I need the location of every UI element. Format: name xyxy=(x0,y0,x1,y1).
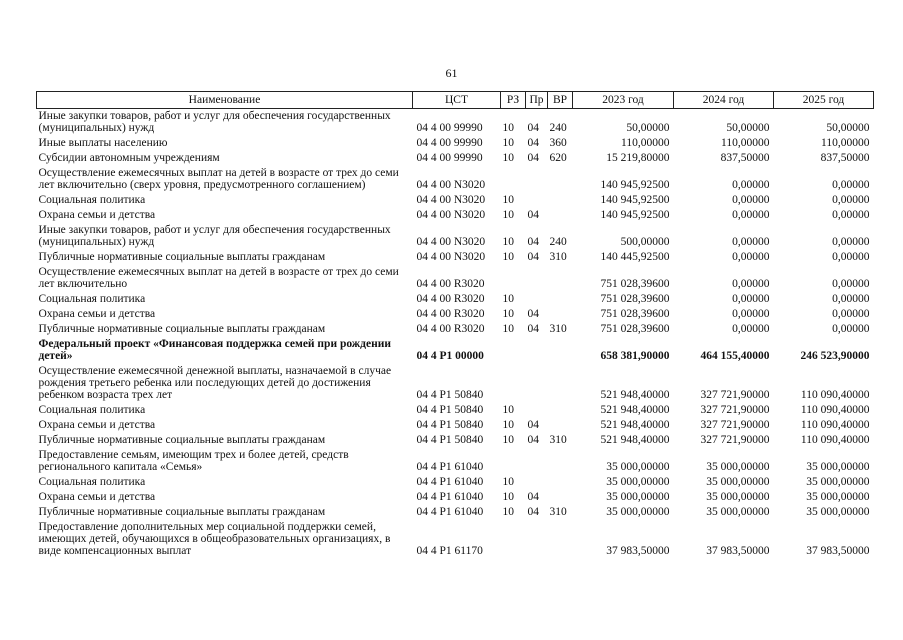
row-name: Социальная политика xyxy=(38,404,146,416)
row-name: Осуществление ежемесячных выплат на детей в возрасте от трех до семи лет включительно (сверх уровня, предусмотренного соглашением) xyxy=(38,167,399,191)
row-pr: 04 xyxy=(527,122,539,134)
row-vr xyxy=(548,208,573,223)
row-cst: 04 4 00 N3020 xyxy=(416,209,486,221)
row-2023: 110,00000 xyxy=(621,137,670,149)
row-2023: 140 445,92500 xyxy=(600,251,670,263)
row-vr xyxy=(548,292,573,307)
row-2024: 35 000,00000 xyxy=(706,461,770,473)
row-cst: 04 4 00 N3020 xyxy=(416,179,486,191)
row-2025: 110,00000 xyxy=(821,137,870,149)
table-row xyxy=(37,307,874,322)
row-rz xyxy=(501,265,526,292)
row-name: Социальная политика xyxy=(38,476,146,488)
row-pr: 04 xyxy=(527,419,539,431)
row-2024: 327 721,90000 xyxy=(700,434,770,446)
row-2024: 0,00000 xyxy=(732,209,770,221)
row-2025: 0,00000 xyxy=(832,308,870,320)
row-rz xyxy=(501,520,526,559)
table-row xyxy=(37,250,874,265)
row-pr xyxy=(526,193,548,208)
row-name: Иные закупки товаров, работ и услуг для обеспечения государственных (муниципальных) нужд xyxy=(38,224,391,248)
row-pr xyxy=(526,448,548,475)
table-header xyxy=(37,92,874,109)
table-row xyxy=(37,322,874,337)
row-2025: 0,00000 xyxy=(832,179,870,191)
row-cst: 04 4 00 99990 xyxy=(416,122,483,134)
table-row xyxy=(37,490,874,505)
row-vr: 310 xyxy=(549,251,567,263)
row-rz: 10 xyxy=(502,434,514,446)
row-rz: 10 xyxy=(502,323,514,335)
row-rz: 10 xyxy=(502,194,514,206)
row-2023: 521 948,40000 xyxy=(600,419,670,431)
row-2024: 37 983,50000 xyxy=(706,545,770,557)
row-name: Предоставление семьям, имеющим трех и более детей, средств регионального капитала «Семья» xyxy=(38,449,349,473)
row-2024: 35 000,00000 xyxy=(706,506,770,518)
row-name: Охрана семьи и детства xyxy=(38,308,156,320)
row-pr: 04 xyxy=(527,209,539,221)
row-2023: 35 000,00000 xyxy=(606,506,670,518)
row-pr: 04 xyxy=(527,491,539,503)
row-cst: 04 4 00 R3020 xyxy=(416,293,485,305)
row-2024: 110,00000 xyxy=(721,137,770,149)
row-2025: 35 000,00000 xyxy=(806,476,870,488)
table-row xyxy=(37,109,874,137)
table-body xyxy=(37,109,874,560)
row-pr: 04 xyxy=(527,323,539,335)
row-pr: 04 xyxy=(527,434,539,446)
row-2024: 327 721,90000 xyxy=(700,389,770,401)
table-row xyxy=(37,448,874,475)
row-2024: 0,00000 xyxy=(732,323,770,335)
row-pr xyxy=(526,520,548,559)
table-row xyxy=(37,193,874,208)
row-2025: 0,00000 xyxy=(832,251,870,263)
table-row xyxy=(37,364,874,403)
row-rz: 10 xyxy=(502,491,514,503)
row-cst: 04 4 00 N3020 xyxy=(416,251,486,263)
row-vr xyxy=(548,418,573,433)
row-2023: 521 948,40000 xyxy=(600,389,670,401)
row-vr xyxy=(548,337,573,364)
row-rz: 10 xyxy=(502,506,514,518)
row-cst: 04 4 P1 61040 xyxy=(416,476,484,488)
row-name: Субсидии автономным учреждениям xyxy=(38,152,220,164)
row-2025: 35 000,00000 xyxy=(806,506,870,518)
row-cst: 04 4 P1 61040 xyxy=(416,491,484,503)
row-rz: 10 xyxy=(502,476,514,488)
row-2025: 0,00000 xyxy=(832,194,870,206)
row-vr xyxy=(548,265,573,292)
row-rz: 10 xyxy=(502,209,514,221)
row-2025: 110 090,40000 xyxy=(800,404,870,416)
row-2025: 35 000,00000 xyxy=(806,461,870,473)
table-row xyxy=(37,403,874,418)
row-cst: 04 4 P1 61170 xyxy=(416,545,483,557)
row-2025: 0,00000 xyxy=(832,236,870,248)
row-pr: 04 xyxy=(527,137,539,149)
row-name: Федеральный проект «Финансовая поддержка семей при рождении детей» xyxy=(38,338,391,362)
row-vr xyxy=(548,490,573,505)
header-cst: ЦСТ xyxy=(413,92,501,109)
header-2023: 2023 год xyxy=(573,92,674,109)
row-2024: 0,00000 xyxy=(732,308,770,320)
row-vr xyxy=(548,166,573,193)
row-name: Социальная политика xyxy=(38,293,146,305)
header-2025: 2025 год xyxy=(774,92,874,109)
row-name: Иные выплаты населению xyxy=(38,137,168,149)
row-2025: 50,00000 xyxy=(826,122,870,134)
row-2023: 50,00000 xyxy=(626,122,670,134)
row-vr: 240 xyxy=(549,236,567,248)
row-2024: 0,00000 xyxy=(732,251,770,263)
row-cst: 04 4 P1 50840 xyxy=(416,434,484,446)
row-2023: 751 028,39600 xyxy=(600,308,670,320)
row-vr xyxy=(548,193,573,208)
row-rz: 10 xyxy=(502,251,514,263)
table-row xyxy=(37,292,874,307)
row-2025: 0,00000 xyxy=(832,323,870,335)
row-2024: 327 721,90000 xyxy=(700,419,770,431)
row-2023: 140 945,92500 xyxy=(600,194,670,206)
row-name: Публичные нормативные социальные выплаты гражданам xyxy=(38,506,326,518)
budget-table xyxy=(36,91,874,559)
row-rz: 10 xyxy=(502,122,514,134)
row-2024: 837,50000 xyxy=(720,152,770,164)
row-rz xyxy=(501,166,526,193)
row-rz xyxy=(501,448,526,475)
row-vr xyxy=(548,520,573,559)
row-2025: 110 090,40000 xyxy=(800,419,870,431)
row-cst: 04 4 P1 00000 xyxy=(416,350,484,362)
row-2024: 464 155,40000 xyxy=(700,350,770,362)
row-name: Охрана семьи и детства xyxy=(38,419,156,431)
row-vr xyxy=(548,448,573,475)
row-2023: 140 945,92500 xyxy=(600,209,670,221)
row-2023: 751 028,39600 xyxy=(600,323,670,335)
row-cst: 04 4 P1 50840 xyxy=(416,419,484,431)
row-vr xyxy=(548,307,573,322)
row-name: Осуществление ежемесячной денежной выплаты, назначаемой в случае рождения третьего ребенка или последующих детей до достижения ребенком возраста трех лет xyxy=(38,365,392,401)
row-rz xyxy=(501,337,526,364)
row-2025: 110 090,40000 xyxy=(800,389,870,401)
row-2024: 0,00000 xyxy=(732,236,770,248)
row-2025: 837,50000 xyxy=(820,152,870,164)
row-cst: 04 4 00 R3020 xyxy=(416,308,485,320)
table-row xyxy=(37,418,874,433)
row-pr xyxy=(526,403,548,418)
row-cst: 04 4 00 R3020 xyxy=(416,323,485,335)
row-name: Осуществление ежемесячных выплат на детей в возрасте от трех до семи лет включительно xyxy=(38,266,399,290)
header-name: Наименование xyxy=(37,92,413,109)
row-2023: 15 219,80000 xyxy=(606,152,670,164)
row-vr xyxy=(548,475,573,490)
table-row xyxy=(37,505,874,520)
row-rz: 10 xyxy=(502,137,514,149)
row-pr: 04 xyxy=(527,506,539,518)
row-pr: 04 xyxy=(527,308,539,320)
row-vr: 360 xyxy=(549,137,567,149)
row-name: Предоставление дополнительных мер социальной поддержки семей, имеющих детей, обучающихся в общеобразовательных организациях, в виде компенсационных выплат xyxy=(38,521,391,557)
row-cst: 04 4 00 99990 xyxy=(416,152,483,164)
row-2023: 751 028,39600 xyxy=(600,293,670,305)
row-2025: 246 523,90000 xyxy=(800,350,870,362)
row-cst: 04 4 00 R3020 xyxy=(416,278,485,290)
table-row xyxy=(37,136,874,151)
row-name: Охрана семьи и детства xyxy=(38,491,156,503)
row-pr xyxy=(526,166,548,193)
row-2023: 751 028,39600 xyxy=(600,278,670,290)
row-pr: 04 xyxy=(527,236,539,248)
row-2024: 327 721,90000 xyxy=(700,404,770,416)
row-pr xyxy=(526,265,548,292)
row-2025: 0,00000 xyxy=(832,209,870,221)
row-2023: 35 000,00000 xyxy=(606,491,670,503)
table-row xyxy=(37,151,874,166)
row-pr xyxy=(526,364,548,403)
row-rz: 10 xyxy=(502,293,514,305)
row-vr xyxy=(548,364,573,403)
row-2023: 35 000,00000 xyxy=(606,461,670,473)
row-2024: 0,00000 xyxy=(732,179,770,191)
table-row xyxy=(37,208,874,223)
row-cst: 04 4 P1 50840 xyxy=(416,404,484,416)
row-2023: 140 945,92500 xyxy=(600,179,670,191)
row-name: Публичные нормативные социальные выплаты гражданам xyxy=(38,434,326,446)
row-cst: 04 4 00 N3020 xyxy=(416,194,486,206)
row-vr: 310 xyxy=(549,506,567,518)
header-pr: Пр xyxy=(526,92,548,109)
row-vr: 310 xyxy=(549,434,567,446)
page-number: 61 xyxy=(445,66,458,80)
row-cst: 04 4 P1 50840 xyxy=(416,389,484,401)
row-rz: 10 xyxy=(502,419,514,431)
row-2024: 0,00000 xyxy=(732,293,770,305)
row-vr: 620 xyxy=(549,152,567,164)
row-2023: 521 948,40000 xyxy=(600,404,670,416)
row-2025: 0,00000 xyxy=(832,293,870,305)
row-2025: 110 090,40000 xyxy=(800,434,870,446)
row-2024: 35 000,00000 xyxy=(706,491,770,503)
row-2025: 0,00000 xyxy=(832,278,870,290)
row-2024: 35 000,00000 xyxy=(706,476,770,488)
row-rz: 10 xyxy=(502,404,514,416)
table-row xyxy=(37,265,874,292)
row-2024: 0,00000 xyxy=(732,194,770,206)
table-row xyxy=(37,337,874,364)
header-2024: 2024 год xyxy=(674,92,774,109)
row-2023: 658 381,90000 xyxy=(600,350,670,362)
row-vr xyxy=(548,403,573,418)
row-rz: 10 xyxy=(502,236,514,248)
row-cst: 04 4 P1 61040 xyxy=(416,506,484,518)
row-2023: 500,00000 xyxy=(620,236,670,248)
header-rz: РЗ xyxy=(501,92,526,109)
table-row xyxy=(37,475,874,490)
row-name: Иные закупки товаров, работ и услуг для обеспечения государственных (муниципальных) нужд xyxy=(38,110,391,134)
row-2024: 50,00000 xyxy=(726,122,770,134)
row-2023: 35 000,00000 xyxy=(606,476,670,488)
table-row xyxy=(37,223,874,250)
table-row xyxy=(37,166,874,193)
row-pr: 04 xyxy=(527,152,539,164)
row-vr: 240 xyxy=(549,122,567,134)
row-pr xyxy=(526,292,548,307)
row-name: Социальная политика xyxy=(38,194,146,206)
row-rz: 10 xyxy=(502,152,514,164)
row-2024: 0,00000 xyxy=(732,278,770,290)
row-name: Охрана семьи и детства xyxy=(38,209,156,221)
row-cst: 04 4 00 99990 xyxy=(416,137,483,149)
row-rz xyxy=(501,364,526,403)
row-2025: 35 000,00000 xyxy=(806,491,870,503)
row-name: Публичные нормативные социальные выплаты гражданам xyxy=(38,251,326,263)
row-vr: 310 xyxy=(549,323,567,335)
row-name: Публичные нормативные социальные выплаты гражданам xyxy=(38,323,326,335)
row-pr xyxy=(526,475,548,490)
row-pr: 04 xyxy=(527,251,539,263)
table-row xyxy=(37,433,874,448)
row-pr xyxy=(526,337,548,364)
row-cst: 04 4 00 N3020 xyxy=(416,236,486,248)
row-2025: 37 983,50000 xyxy=(806,545,870,557)
row-rz: 10 xyxy=(502,308,514,320)
row-2023: 521 948,40000 xyxy=(600,434,670,446)
row-cst: 04 4 P1 61040 xyxy=(416,461,484,473)
table-row xyxy=(37,520,874,559)
row-2023: 37 983,50000 xyxy=(606,545,670,557)
header-vr: ВР xyxy=(548,92,573,109)
